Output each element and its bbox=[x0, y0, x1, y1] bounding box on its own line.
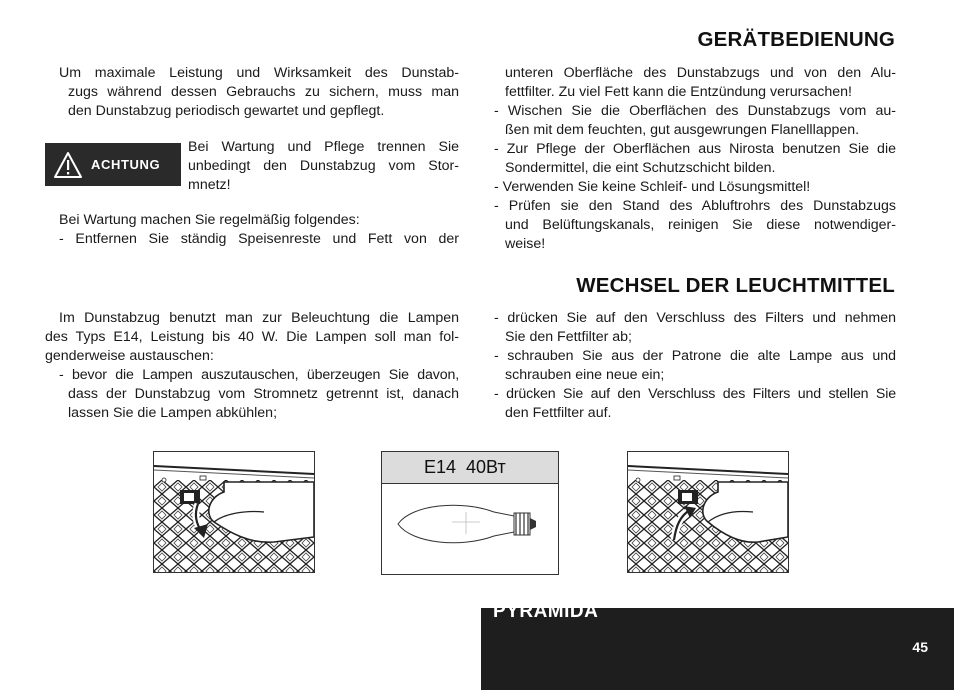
maintenance-item-line: - Prüfen sie den Stand des Abluftrohrs des Dunstabzugs bbox=[494, 198, 896, 214]
warning-label: ACHTUNG bbox=[91, 157, 161, 172]
lamp-intro-line: genderweise austauschen: bbox=[45, 348, 214, 364]
intro-paragraph bbox=[45, 64, 459, 121]
lamp-step-line: - schrauben Sie aus der Patrone die alte Lampe aus und bbox=[494, 348, 896, 364]
hood-filter-drawing bbox=[154, 452, 314, 572]
lamp-step-line: - drücken Sie auf den Verschluss des Filters und nehmen bbox=[494, 310, 896, 326]
warning-line: Bei Wartung und Pflege trennen Sie bbox=[188, 139, 459, 155]
continued-line: fettfilter. Zu viel Fett kann die Entzündung verursachen! bbox=[505, 84, 852, 100]
filter-install-illustration bbox=[627, 451, 789, 573]
maintenance-intro-line: Bei Wartung machen Sie regelmäßig folgendes: bbox=[59, 212, 360, 228]
lamp-step-line: Sie den Fettfilter ab; bbox=[505, 329, 632, 345]
warning-triangle-icon bbox=[45, 143, 91, 186]
maintenance-item-line: - Wischen Sie die Oberflächen des Dunstabzugs vom au- bbox=[494, 103, 896, 119]
maintenance-item-line: weise! bbox=[505, 236, 546, 252]
maintenance-intro bbox=[59, 211, 459, 249]
hood-filter-drawing bbox=[628, 452, 788, 572]
maintenance-item-line: und Belüftungskanals, reinigen Sie diese notwendiger- bbox=[505, 217, 896, 233]
intro-line: zugs während dessen Gebrauchs zu sichern, muss man bbox=[68, 84, 459, 100]
lamp-step-line: schrauben eine neue ein; bbox=[505, 367, 665, 383]
intro-line: Um maximale Leistung und Wirksamkeit des Dunstab- bbox=[59, 65, 459, 81]
maintenance-continued bbox=[494, 64, 896, 254]
warning-badge bbox=[45, 143, 181, 186]
warning-text bbox=[188, 138, 459, 195]
lamp-step-line: - drücken Sie auf den Verschluss des Filters und stellen Sie bbox=[494, 386, 896, 402]
bulb-illustration bbox=[381, 451, 559, 575]
lamp-step-line: den Fettfilter auf. bbox=[505, 405, 612, 421]
continued-line: unteren Oberfläche des Dunstabzugs und von den Alu- bbox=[505, 65, 896, 81]
maintenance-item-line: - Entfernen Sie ständig Speisenreste und Fett von der bbox=[59, 231, 459, 247]
maintenance-item-line: ßen mit dem feuchten, gut ausgewrungen Flanelllappen. bbox=[505, 122, 860, 138]
section-title-operation: GERÄTBEDIENUNG bbox=[697, 28, 895, 51]
lamp-item-line: lassen Sie die Lampen abkühlen; bbox=[68, 405, 278, 421]
lamp-intro-line: Im Dunstabzug benutzt man zur Beleuchtung die Lampen bbox=[59, 310, 459, 326]
maintenance-item-line: - Zur Pflege der Oberflächen aus Nirosta benutzen Sie die bbox=[494, 141, 896, 157]
footer-bar bbox=[481, 601, 954, 690]
bulb-icon bbox=[382, 452, 558, 574]
maintenance-item-line: Sondermittel, die eint Schutzschicht bilden. bbox=[505, 160, 776, 176]
warning-line: unbedingt den Dunstabzug vom Stor- bbox=[188, 158, 459, 174]
bulb-spec-label: E14 40Вт bbox=[424, 457, 506, 477]
lamp-item-line: dass der Dunstabzug vom Stromnetz getrennt ist, danach bbox=[68, 386, 459, 402]
warning-line: mnetz! bbox=[188, 177, 231, 193]
filter-removal-illustration bbox=[153, 451, 315, 573]
maintenance-item-line: - Verwenden Sie keine Schleif- und Lösungsmittel! bbox=[494, 179, 811, 195]
lamp-change-intro bbox=[45, 309, 459, 423]
lamp-change-steps bbox=[494, 309, 896, 423]
section-title-lamp-change: WECHSEL DER LEUCHTMITTEL bbox=[576, 274, 895, 297]
page-number: 45 bbox=[912, 639, 928, 655]
brand-logo: PYRAMIDA bbox=[493, 601, 599, 622]
lamp-intro-line: des Typs E14, Leistung bis 40 W. Die Lampen soll man fol- bbox=[45, 329, 459, 345]
intro-line: den Dunstabzug periodisch gewartet und gepflegt. bbox=[68, 103, 385, 119]
lamp-item-line: - bevor die Lampen auszutauschen, überzeugen Sie davon, bbox=[59, 367, 459, 383]
